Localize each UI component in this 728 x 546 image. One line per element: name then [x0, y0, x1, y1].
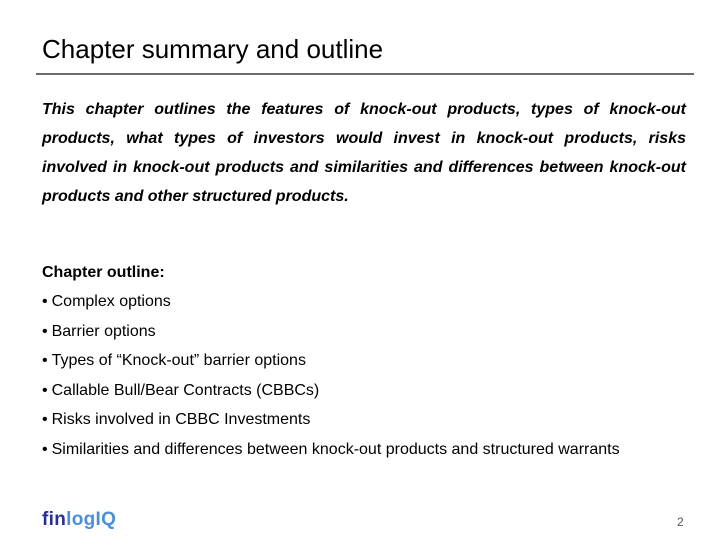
finlogiq-logo: finlogIQ [42, 509, 117, 530]
outline-list [42, 287, 686, 462]
list-item: • Risks involved in CBBC Investments [42, 411, 311, 428]
bullet-icon: • [42, 440, 48, 458]
chapter-summary: This chapter outlines the features of knock-out products, types of knock-out products, what types of investors would invest in knock-out products, risks involved in knock-out products and similarities and differences between knock-out products and other structured products. [42, 101, 686, 205]
page-number: 2 [677, 515, 684, 529]
list-item: • Callable Bull/Bear Contracts (CBBCs) [42, 381, 320, 399]
bullet-icon: • [42, 411, 48, 428]
bullet-icon: • [42, 352, 48, 369]
bullet-icon: • [42, 381, 48, 399]
title-divider [36, 73, 694, 75]
bullet-icon: • [42, 293, 48, 310]
list-item: • Barrier options [42, 322, 156, 340]
list-item: • Types of “Knock-out” barrier options [42, 352, 306, 369]
bullet-icon: • [42, 322, 48, 340]
list-item: • Complex options [42, 293, 171, 310]
list-item: • Similarities and differences between knock-out products and structured warrants [42, 440, 620, 458]
slide-title: Chapter summary and outline [42, 34, 384, 64]
outline-heading: Chapter outline: [42, 264, 165, 281]
